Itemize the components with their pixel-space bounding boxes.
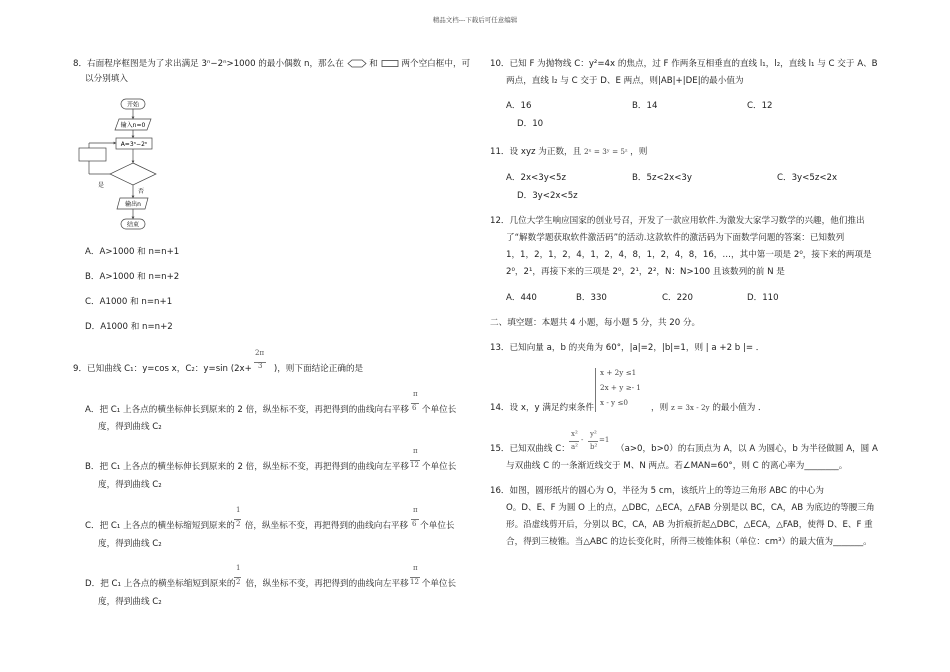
q9-option-b [85, 461, 456, 473]
q9-c-tail: 个单位长 [420, 521, 455, 531]
flow-input: 输入n=0 [120, 122, 146, 129]
q16-line1: 16．如图，圆形纸片的圆心为 O，半径为 5 cm，该纸片上的等边三角形 ABC 的中心为 [490, 486, 824, 496]
q9-c-pre-den: 2 [236, 520, 241, 528]
flow-output: 输出n [125, 201, 141, 208]
q9-b-line2: 度，得到曲线 C₂ [98, 480, 162, 490]
q14-pre: 14．设 x，y 满足约束条件 [490, 403, 594, 413]
q8-option-a: A．A>1000 和 n=n+1 [85, 247, 180, 257]
q14-z: z = 3x - 2y [670, 403, 710, 412]
q9-c-den: 6 [412, 520, 417, 528]
q15-f1-den: a² [571, 443, 578, 451]
q9-b-tail: 个单位长 [421, 462, 457, 472]
q12-line2: 了“解数学题获取软件激活码”的活动.这款软件的激活码为下面数学问题的答案：已知数列 [506, 233, 845, 243]
diamond-shape-icon [347, 59, 367, 68]
q8-text-a: 8．右面程序框图是为了求出满足 3ⁿ−2ⁿ>1000 的最小偶数 n，那么在 [73, 59, 344, 69]
q9-c-text: C．把 C₁ 上各点的横坐标缩短到原来的 [85, 521, 235, 531]
q12-option-a: A．440 [506, 293, 537, 303]
q9-stem [73, 363, 363, 375]
q9-d-pre-num: 1 [236, 564, 241, 572]
q10-line2: 两点，直线 l₂ 与 C 交于 D、E 两点，则|AB|+|DE|的最小值为 [506, 76, 744, 86]
q14-post: 的最小值为 ． [712, 403, 767, 413]
q15-f2-den: b² [590, 443, 598, 451]
rectangle-shape-icon [381, 59, 399, 68]
q11-formula: 2ˣ = 3ʸ = 5ᶻ [583, 147, 628, 156]
q11-option-d: D．3y<2x<5z [517, 191, 578, 201]
q13-text: 13．已知向量 a，b 的夹角为 60°，|a|=2，|b|=1，则 | a +2 b |= ． [490, 343, 765, 353]
q8-option-d: D．A1000 和 n=n+2 [85, 322, 173, 332]
q10-line1: 10．已知 F 为抛物线 C：y²=4x 的焦点，过 F 作两条互相垂直的直线 l₁，l₂，直线 l₁ 与 C 交于 A、B [490, 59, 878, 69]
q15-f2-num: y² [590, 430, 597, 438]
q9-d-den: 12 [410, 578, 419, 586]
flow-start: 开始 [126, 101, 140, 109]
q9-b-text: B．把 C₁ 上各点的横坐标伸长到原来的 2 倍，纵坐标不变，再把得到的曲线向左平移 [85, 462, 409, 472]
q15-line1-end: （a>0，b>0）的右顶点为 A，以 A 为圆心，b 为半径做圆 A，圆 A [616, 444, 878, 454]
q9-c-pre-num: 1 [236, 506, 241, 514]
q9-d-num: π [413, 564, 418, 572]
q15-f2-bar [588, 441, 598, 442]
page-header: 精品文档---下载后可任意编辑 [432, 16, 518, 24]
q10-option-c: C．12 [747, 101, 773, 111]
q9-frac-den: 3 [258, 362, 263, 370]
q11-option-c: C．3y<5z<2x [777, 173, 838, 183]
q11-option-b: B．5z<2x<3y [632, 173, 692, 183]
q15-f1-num: x² [571, 430, 578, 438]
q9-d-pre-den: 2 [236, 578, 241, 586]
q11-stem-b: ，则 [630, 147, 648, 157]
q9-a-text: A．把 C₁ 上各点的横坐标伸长到原来的 2 倍，纵坐标不变，再把得到的曲线向右平移 [85, 405, 409, 415]
q14-mid-text: ，则 [651, 403, 669, 413]
q12-line3: 1，1，2，1，2，4，1，2，4，8，1，2，4，8，16，…，其中第一项是 2⁰，接下来的两项是 [506, 250, 872, 260]
q9-b-den: 12 [410, 461, 419, 469]
q14-c3: x - y ≤0 [600, 398, 628, 407]
q12-option-b: B．330 [576, 293, 607, 303]
q9-c-text2: 倍，纵坐标不变，再把得到的曲线向右平移 [244, 521, 409, 531]
q16-line3: 形。沿虚线剪开后，分别以 BC，CA，AB 为折痕折起△DBC，△ECA，△FAB，使得 D、E、F 重 [506, 520, 873, 530]
q12-option-d: D．110 [747, 293, 779, 303]
q16-line2: O。D、E、F 为圆 O 上的点，△DBC，△ECA，△FAB 分别是以 BC，CA，AB 为底边的等腰三角 [506, 503, 875, 513]
q10-option-a: A．16 [506, 101, 532, 111]
q14-c1: x + 2y ≤1 [600, 368, 637, 377]
q9-stem-a: 9．已知曲线 C₁：y=cos x，C₂：y=sin (2x+ [73, 364, 252, 374]
q9-a-line2: 度，得到曲线 C₂ [98, 422, 162, 432]
q9-frac-num: 2π [255, 349, 265, 357]
q10-option-d: D．10 [517, 119, 544, 129]
q9-d-text2: 倍，纵坐标不变，再把得到的曲线向左平移 [245, 579, 409, 589]
flow-end: 结束 [126, 221, 140, 229]
q8-flowchart [76, 97, 176, 237]
q10-option-b: B．14 [632, 101, 658, 111]
section2-title: 二、填空题：本题共 4 小题，每小题 5 分，共 20 分。 [490, 318, 701, 328]
q9-option-d [85, 578, 456, 590]
q11-stem-a: 11．设 xyz 为正数，且 [490, 147, 582, 157]
q8-line1 [73, 58, 470, 70]
q15-eq: =1 [599, 436, 610, 444]
q11-option-a: A．2x<3y<5z [506, 173, 566, 183]
q9-a-num: π [413, 390, 418, 398]
q9-b-num: π [413, 447, 418, 455]
q9-d-text: D．把 C₁ 上各点的横坐标缩短到原来的 [85, 579, 236, 589]
q15-f1-bar [569, 441, 579, 442]
q9-c-num: π [413, 506, 418, 514]
q14-c2: 2x + y ≥- 1 [600, 383, 641, 392]
q9-option-c [85, 520, 455, 532]
q8-text-and: 和 [369, 59, 378, 69]
q8-option-b: B．A>1000 和 n=n+2 [85, 272, 180, 282]
q8-text-b: 两个空白框中，可 [401, 59, 471, 69]
q9-a-den: 6 [412, 404, 417, 412]
q8-option-c: C．A1000 和 n=n+1 [85, 297, 173, 307]
q15-line2: 与双曲线 C 的一条渐近线交于 M、N 两点。若∠MAN=60°，则 C 的离心率为________。 [506, 461, 848, 471]
q9-d-line2: 度，得到曲线 C₂ [98, 597, 162, 607]
q15-pre: 15．已知双曲线 C： [490, 444, 570, 454]
q12-option-c: C．220 [662, 293, 693, 303]
q16-line4: 合，得到三棱锥。当△ABC 的边长变化时，所得三棱锥体积（单位：cm³）的最大值为_______。 [506, 537, 872, 547]
q12-line1: 12．几位大学生响应国家的创业号召，开发了一款应用软件.为激发大家学习数学的兴趣，他们推出 [490, 216, 865, 226]
q15-minus: - [581, 436, 584, 444]
q9-a-tail: 个单位长 [421, 405, 457, 415]
q14-mid [651, 402, 767, 414]
flow-no: 否 [138, 188, 145, 195]
flow-calc: A=3ⁿ−2ⁿ [120, 141, 148, 148]
q9-stem-b: )，则下面结论正确的是 [273, 364, 364, 374]
q9-d-tail: 个单位长 [421, 579, 457, 589]
q9-option-a [85, 404, 456, 416]
q8-line2: 以分别填入 [85, 74, 128, 84]
flow-yes: 是 [98, 182, 105, 189]
q11-stem [490, 146, 647, 158]
q12-line4: 2⁰，2¹，再接下来的三项是 2⁰，2¹，2²，N：N>100 且该数列的前 N 是 [506, 267, 785, 277]
q9-c-line2: 度，得到曲线 C₂ [98, 539, 162, 549]
